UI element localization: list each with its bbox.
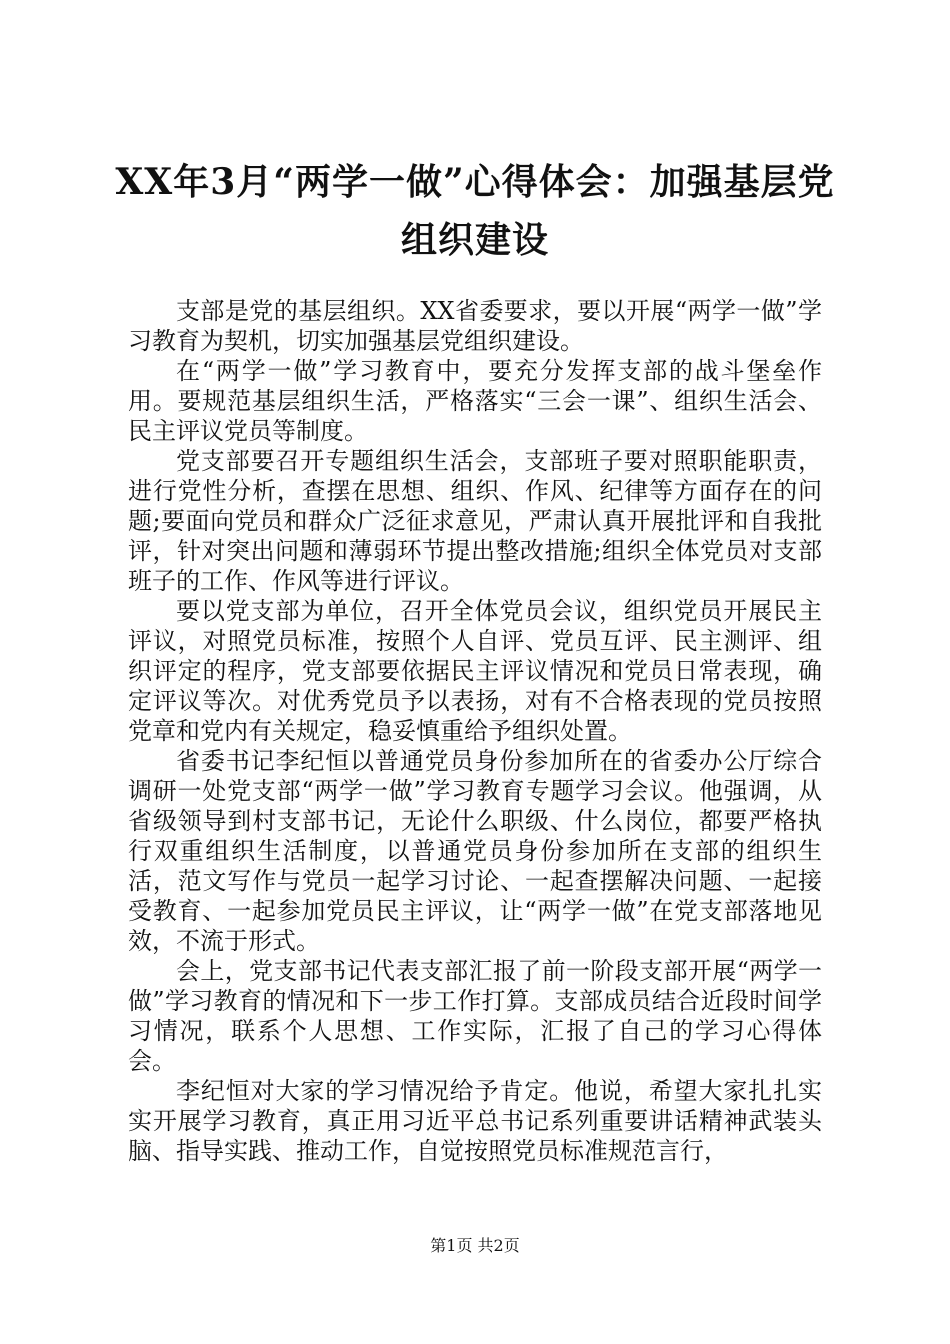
paragraph: 支部是党的基层组织。XX省委要求，要以开展“两学一做”学习教育为契机，切实加强基层党组织建设。 [128,297,822,355]
document-body [128,296,822,1166]
paragraph: 会上，党支部书记代表支部汇报了前一阶段支部开展“两学一做”学习教育的情况和下一步工作打算。支部成员结合近段时间学习情况，联系个人思想、工作实际，汇报了自己的学习心得体会。 [128,957,822,1075]
paragraph: 李纪恒对大家的学习情况给予肯定。他说，希望大家扎扎实实开展学习教育，真正用习近平总书记系列重要讲话精神武装头脑、指导实践、推动工作，自觉按照党员标准规范言行， [128,1077,822,1165]
paragraph: 党支部要召开专题组织生活会，支部班子要对照职能职责，进行党性分析，查摆在思想、组织、作风、纪律等方面存在的问题;要面向党员和群众广泛征求意见，严肃认真开展批评和自我批评，针对突出问题和薄弱环节提出整改措施;组织全体党员对支部班子的工作、作风等进行评议。 [128,447,822,595]
document-title-line-1: XX年3月“两学一做”心得体会：加强基层党 [115,161,835,203]
paragraph: 要以党支部为单位，召开全体党员会议，组织党员开展民主评议，对照党员标准，按照个人自评、党员互评、民主测评、组织评定的程序，党支部要依据民主评议情况和党员日常表现，确定评议等次。对优秀党员予以表扬，对有不合格表现的党员按照党章和党内有关规定，稳妥慎重给予组织处置。 [128,597,822,745]
document-title-line-2: 组织建设 [400,219,549,261]
paragraph: 在“两学一做”学习教育中，要充分发挥支部的战斗堡垒作用。要规范基层组织生活，严格落实“三会一课”、组织生活会、民主评议党员等制度。 [128,357,822,445]
page-number-footer: 第1页 共2页 [430,1236,520,1255]
paragraph: 省委书记李纪恒以普通党员身份参加所在的省委办公厅综合调研一处党支部“两学一做”学习教育专题学习会议。他强调，从省级领导到村支部书记，无论什么职级、什么岗位，都要严格执行双重组织生活制度，以普通党员身份参加所在支部的组织生活，范文写作与党员一起学习讨论、一起查摆解决问题、一起接受教育、一起参加党员民主评议，让“两学一做”在党支部落地见效，不流于形式。 [128,747,822,955]
